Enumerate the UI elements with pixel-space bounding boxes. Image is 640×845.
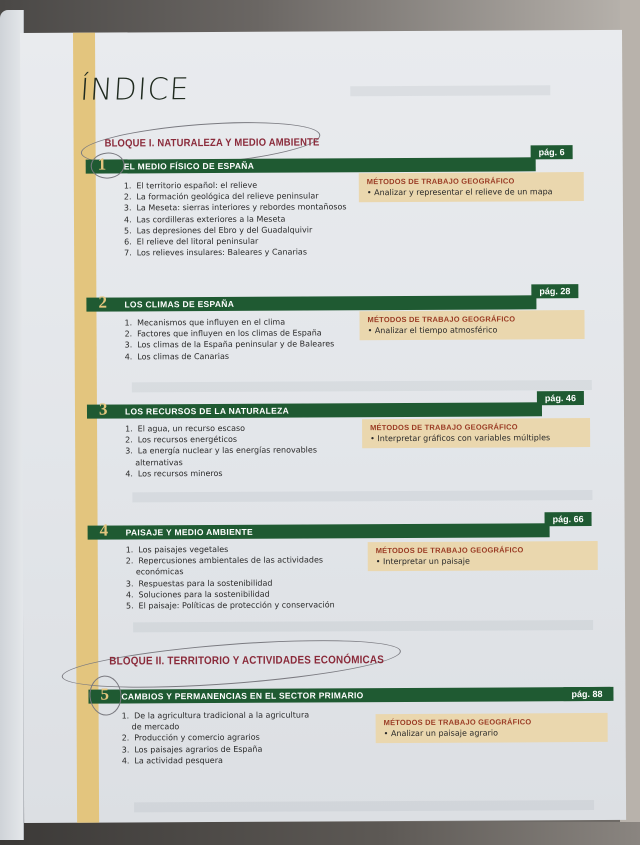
- methods-box: [359, 172, 584, 202]
- list-item: 2. La formación geológica del relieve peninsular: [123, 191, 319, 202]
- chapter-topic-list: [125, 422, 317, 479]
- list-item: 6. El relieve del litoral peninsular: [124, 236, 259, 247]
- show-through-text: [133, 620, 593, 632]
- chapter-number: 4: [99, 520, 109, 540]
- chapter-header-4[interactable]: [88, 520, 550, 540]
- chapter-number: 1: [97, 154, 107, 174]
- list-item: 1. De la agricultura tradicional a la agricultura de mercado: [121, 710, 310, 732]
- page-number-label[interactable]: pág. 6: [531, 145, 573, 159]
- page-number-label[interactable]: pág. 28: [531, 284, 578, 298]
- page-number-label[interactable]: pág. 66: [545, 512, 592, 526]
- block-title: BLOQUE II. TERRITORIO Y ACTIVIDADES ECONÓMICAS: [109, 654, 385, 668]
- list-item: 5. El paisaje: Políticas de protección y conservación: [125, 600, 335, 611]
- show-through-text: [134, 800, 594, 812]
- methods-item: • Analizar el tiempo atmosférico: [367, 325, 498, 336]
- methods-box: [376, 713, 608, 743]
- chapter-title: EL MEDIO FÍSICO DE ESPAÑA: [123, 160, 255, 172]
- show-through-text: [132, 380, 592, 392]
- block-title: BLOQUE I. NATURALEZA Y MEDIO AMBIENTE: [104, 136, 320, 150]
- methods-heading: MÉTODOS DE TRABAJO GEOGRÁFICO: [383, 717, 532, 728]
- list-item: 2. Repercusiones ambientales de las actividades económicas: [125, 555, 324, 577]
- chapter-header-3[interactable]: [87, 399, 542, 419]
- list-item: 1. Los paisajes vegetales: [125, 544, 229, 555]
- chapter-topic-list: [124, 316, 334, 362]
- list-item: 3. La energía nuclear y las energías renovables alternativas: [125, 445, 318, 468]
- chapter-header-2[interactable]: [86, 292, 536, 312]
- page-number-label[interactable]: pág. 46: [537, 391, 584, 405]
- chapter-topic-list: [126, 543, 335, 611]
- chapter-header-1[interactable]: [86, 154, 536, 174]
- list-item: 7. Los relieves insulares: Baleares y Canarias: [124, 247, 308, 258]
- list-item: 3. Los paisajes agrarios de España: [121, 744, 263, 755]
- methods-item: • Interpretar un paisaje: [375, 556, 470, 567]
- list-item: 5. Las depresiones del Ebro y del Guadalquivir: [124, 225, 313, 236]
- list-item: 3. Respuestas para la sostenibilidad: [125, 578, 273, 589]
- list-item: 2. Producción y comercio agrarios: [121, 733, 260, 743]
- list-item: 2. Los recursos energéticos: [125, 435, 238, 445]
- list-item: 3. Los climas de la España peninsular y de Baleares: [124, 339, 335, 350]
- list-item: 4. Los recursos mineros: [125, 468, 223, 479]
- list-item: 4. Las cordilleras exteriores a la Meseta: [123, 214, 286, 225]
- methods-box: [368, 541, 598, 571]
- index-page: [20, 30, 626, 823]
- methods-box: [359, 310, 584, 340]
- page-title: ÍNDICE: [79, 72, 191, 108]
- methods-box: [362, 418, 590, 448]
- methods-heading: MÉTODOS DE TRABAJO GEOGRÁFICO: [366, 176, 515, 187]
- chapter-title: LOS RECURSOS DE LA NATURALEZA: [124, 405, 290, 417]
- list-item: 1. Mecanismos que influyen en el clima: [124, 317, 286, 328]
- background-bottom: [0, 822, 640, 845]
- list-item: 4. La actividad pesquera: [121, 755, 223, 766]
- methods-item: • Analizar y representar el relieve de un mapa: [366, 187, 553, 198]
- chapter-title: LOS CLIMAS DE ESPAÑA: [124, 298, 235, 310]
- show-through-text: [350, 85, 550, 96]
- chapter-topic-list: [124, 179, 347, 259]
- methods-heading: MÉTODOS DE TRABAJO GEOGRÁFICO: [370, 422, 518, 433]
- chapter-number: 2: [98, 292, 107, 312]
- list-item: 3. La Meseta: sierras interiores y rebordes montañosos: [123, 202, 347, 213]
- methods-item: • Interpretar gráficos con variables múltiples: [370, 433, 551, 444]
- methods-heading: MÉTODOS DE TRABAJO GEOGRÁFICO: [375, 545, 524, 556]
- page-number-label[interactable]: pág. 88: [563, 687, 610, 701]
- list-item: 4. Soluciones para la sostenibilidad: [125, 589, 270, 600]
- chapter-topic-list: [122, 709, 310, 766]
- chapter-title: CAMBIOS Y PERMANENCIAS EN EL SECTOR PRIMARIO: [121, 690, 364, 702]
- list-item: 1. El territorio español: el relieve: [123, 180, 258, 191]
- methods-item: • Analizar un paisaje agrario: [383, 728, 499, 739]
- list-item: 4. Los climas de Canarias: [124, 351, 230, 362]
- list-item: 1. El agua, un recurso escaso: [125, 423, 246, 434]
- methods-heading: MÉTODOS DE TRABAJO GEOGRÁFICO: [367, 314, 516, 325]
- chapter-number: 5: [100, 684, 110, 704]
- chapter-title: PAISAJE Y MEDIO AMBIENTE: [125, 526, 253, 538]
- list-item: 2. Factores que influyen en los climas de España: [124, 328, 322, 339]
- show-through-text: [132, 490, 592, 502]
- pencil-circle-annotation: [90, 151, 126, 179]
- chapter-number: 3: [98, 399, 108, 419]
- chapter-header-5[interactable]: [88, 684, 613, 704]
